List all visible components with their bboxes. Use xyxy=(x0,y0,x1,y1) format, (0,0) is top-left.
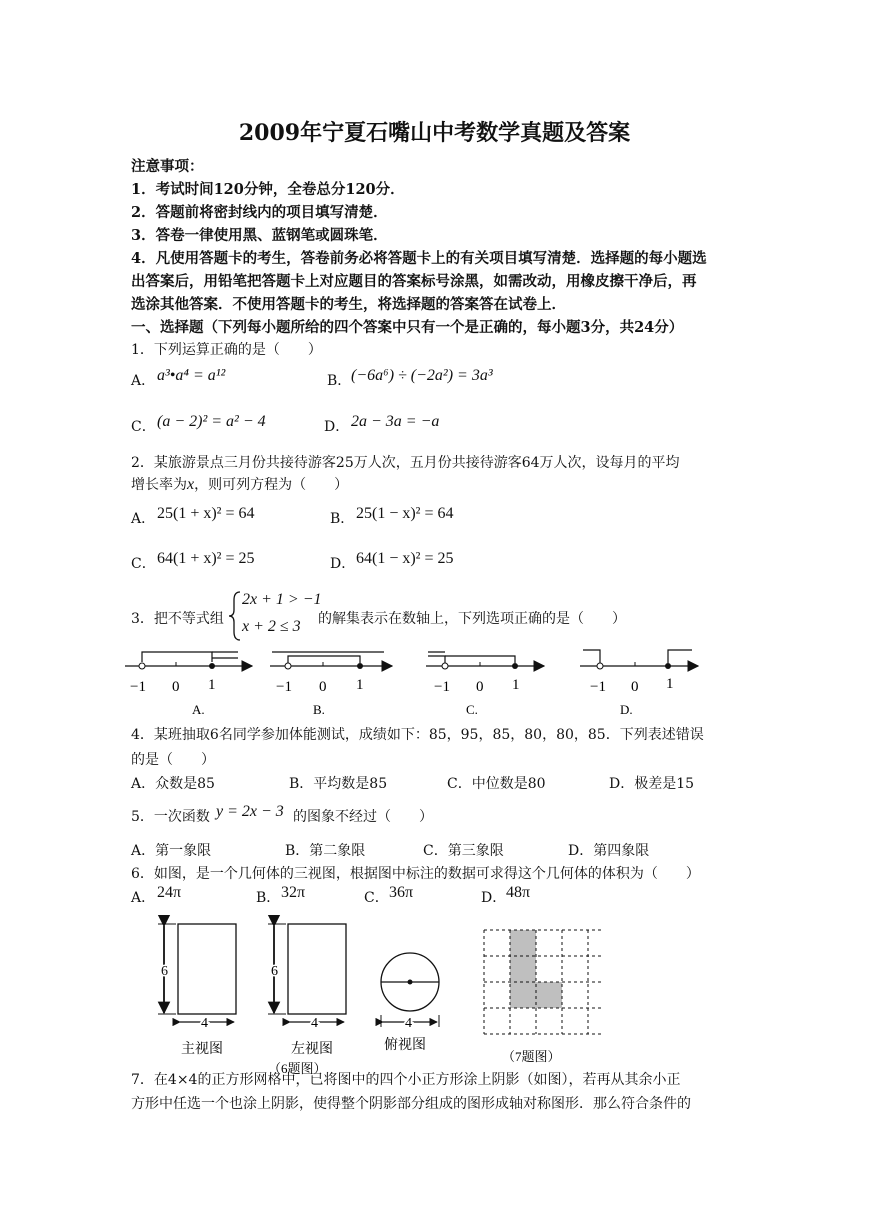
notice-item: 选涂其他答案．不使用答题卡的考生，将选择题的答案答在试卷上． xyxy=(131,296,566,313)
q2-option-b-label: B． xyxy=(330,511,355,527)
q5-option-c: C．第三象限 xyxy=(423,843,504,859)
q5-option-b: B．第二象限 xyxy=(285,843,366,859)
q6-option-a-label: A． xyxy=(131,890,156,906)
notice-item: 1．考试时间120分钟，全卷总分120分． xyxy=(131,181,405,198)
q6-option-c: 36π xyxy=(389,884,414,901)
notice-item: 4．凡使用答题卡的考生，答卷前务必将答题卡上的有关项目填写清楚．选择题的每小题选 xyxy=(131,250,707,267)
front-view xyxy=(158,924,236,1057)
q6-stem: 6．如图，是一个几何体的三视图，根据图中标注的数据可求得这个几何体的体积为（ ） xyxy=(131,866,700,882)
q7-stem-line1: 7．在4×4的正方形网格中，已将图中的四个小正方形涂上阴影（如图），若再从其余小正 xyxy=(131,1072,681,1088)
option-label: D. xyxy=(620,702,633,717)
tick-label: 1 xyxy=(208,677,216,693)
tick-label: −1 xyxy=(276,679,292,695)
option-label: A. xyxy=(192,702,205,717)
grid-caption: （7题图） xyxy=(502,1049,561,1064)
q1-option-d-label: D． xyxy=(324,419,350,435)
q2-stem-line1: 2．某旅游景点三月份共接待游客25万人次，五月份共接待游客64万人次，设每月的平均 xyxy=(131,455,680,471)
tick-label: 0 xyxy=(319,679,327,695)
q4-stem-line2: 的是（ ） xyxy=(131,752,215,768)
tick-label: −1 xyxy=(590,679,606,695)
q1-option-b-label: B． xyxy=(327,373,352,389)
q1-option-d: 2a − 3a = −a xyxy=(351,413,440,430)
q6-option-c-label: C． xyxy=(364,890,389,906)
side-view-label: 左视图 xyxy=(291,1042,333,1057)
q2-option-a-label: A． xyxy=(131,511,156,527)
number-line-c xyxy=(426,652,544,717)
q1-option-a: a³•a⁴ = a¹² xyxy=(157,367,226,384)
tick-label: −1 xyxy=(130,679,146,695)
tick-label: 1 xyxy=(666,676,674,692)
top-view-label: 俯视图 xyxy=(384,1038,426,1053)
q3-inequality-2: x + 2 ≤ 3 xyxy=(242,618,301,635)
q2-option-c: 64(1 + x)² = 25 xyxy=(157,550,255,567)
front-view-label: 主视图 xyxy=(181,1042,223,1057)
q1-option-c: (a − 2)² = a² − 4 xyxy=(157,413,266,430)
q3-stem: 3．把不等式组 xyxy=(131,611,224,627)
q2-option-d-label: D． xyxy=(330,556,356,572)
number-line-d xyxy=(580,650,698,717)
notice-item: 出答案后，用铅笔把答题卡上对应题目的答案标号涂黑，如需改动，用橡皮擦干净后，再 xyxy=(131,273,697,290)
option-label: C. xyxy=(466,702,478,717)
q2-stem-text: 增长率为 xyxy=(131,477,187,493)
q3-stem: 的解集表示在数轴上，下列选项正确的是（ ） xyxy=(318,611,626,627)
q6-option-b-label: B． xyxy=(256,890,281,906)
notice-item: 3．答卷一律使用黑、蓝钢笔或圆珠笔． xyxy=(131,227,388,244)
tick-label: −1 xyxy=(434,679,450,695)
tick-label: 0 xyxy=(476,679,484,695)
notice-item: 2．答题前将密封线内的项目填写清楚． xyxy=(131,204,388,221)
page-title: 2009年宁夏石嘴山中考数学真题及答案 xyxy=(238,120,631,146)
q1-stem: 1．下列运算正确的是（ ） xyxy=(131,342,322,358)
number-line-b xyxy=(270,652,392,717)
q6-q7-figures xyxy=(150,915,610,1080)
q7-grid xyxy=(484,930,604,1064)
q2-option-a: 25(1 + x)² = 64 xyxy=(157,505,255,522)
dim-width-label: 4 xyxy=(405,1016,412,1031)
q2-stem-line2 xyxy=(131,474,348,494)
q1-option-a-label: A． xyxy=(131,373,156,389)
q6-option-d-label: D． xyxy=(481,890,507,906)
q1-option-c-label: C． xyxy=(131,419,156,435)
number-line-a xyxy=(125,652,252,717)
tick-label: 1 xyxy=(512,677,520,693)
q6-option-b: 32π xyxy=(281,884,306,901)
q5-option-a: A．第一象限 xyxy=(131,843,212,859)
notice-heading: 注意事项： xyxy=(131,158,204,175)
q5-stem: 5．一次函数 xyxy=(131,809,210,825)
tick-label: 0 xyxy=(172,679,180,695)
side-view xyxy=(268,924,346,1076)
dim-height-label: 6 xyxy=(271,964,278,979)
q7-stem-line2: 方形中任选一个也涂上阴影，使得整个阴影部分组成的图形成轴对称图形．那么符合条件的 xyxy=(131,1096,691,1112)
figure-caption: （6题图） xyxy=(268,1061,327,1076)
q4-option-d: D．极差是15 xyxy=(609,776,695,792)
q2-option-c-label: C． xyxy=(131,556,156,572)
q4-stem-line1: 4．某班抽取6名同学参加体能测试，成绩如下：85，95，85，80，80，85．下列表述错误 xyxy=(131,727,704,743)
brace-icon xyxy=(228,590,242,642)
tick-label: 0 xyxy=(631,679,639,695)
section-heading: 一、选择题（下列每小题所给的四个答案中只有一个是正确的，每小题3分，共24分） xyxy=(131,319,684,336)
q3-inequality-1: 2x + 1 > −1 xyxy=(242,591,322,608)
q6-option-a: 24π xyxy=(157,884,182,901)
option-label: B. xyxy=(313,702,325,717)
q5-stem: 的图象不经过（ ） xyxy=(293,809,433,825)
q4-option-b: B．平均数是85 xyxy=(289,776,388,792)
q4-option-a: A．众数是85 xyxy=(131,776,215,792)
q2-option-b: 25(1 − x)² = 64 xyxy=(356,505,454,522)
q5-option-d: D．第四象限 xyxy=(568,843,650,859)
tick-label: 1 xyxy=(356,677,364,693)
q4-option-c: C．中位数是80 xyxy=(447,776,546,792)
q2-variable: x xyxy=(187,476,195,493)
dim-width-label: 4 xyxy=(311,1016,318,1031)
q2-option-d: 64(1 − x)² = 25 xyxy=(356,550,454,567)
dim-height-label: 6 xyxy=(161,964,168,979)
q1-option-b: (−6a⁶) ÷ (−2a²) = 3a³ xyxy=(351,367,493,384)
q6-option-d: 48π xyxy=(506,884,531,901)
top-view xyxy=(381,953,439,1053)
q2-stem-text: ，则可列方程为（ ） xyxy=(194,477,349,493)
q3-number-lines xyxy=(120,644,720,719)
dim-width-label: 4 xyxy=(201,1016,208,1031)
q5-expression: y = 2x − 3 xyxy=(216,803,284,820)
